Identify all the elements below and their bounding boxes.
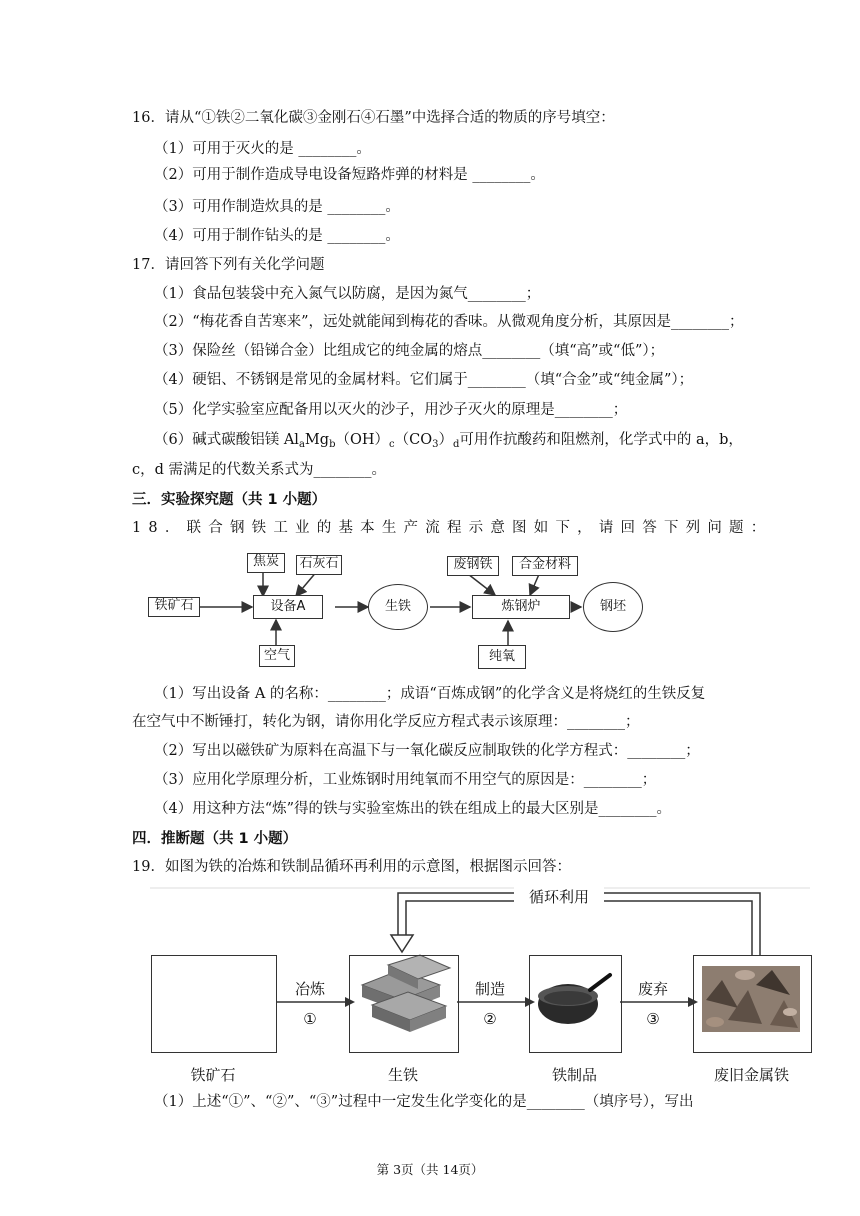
label-make: 制造: [474, 980, 505, 998]
q17-item-6: （6）碱式碳酸铝镁 $Al_aMg_b(OH)_c(CO_3)_d$可用作抗酸药和阻燃剂，化学式中的 a，b，: [154, 432, 743, 450]
section-3-heading: 三．实验探究题（共 1 小题）: [132, 492, 327, 508]
q17-item-3: （3）保险丝（铅锑合金）比组成它的纯金属的熔点________（填“高”或“低”）；: [154, 343, 665, 359]
q16-item-3: （3）可用作制造炊具的是 ________。: [154, 199, 400, 215]
box-furnace: 炼钢炉: [472, 595, 570, 619]
label-step-1: ①: [303, 1010, 317, 1028]
box-device-a: 设备A: [253, 595, 323, 619]
box-oxygen: 纯氧: [478, 645, 526, 669]
q16-item-4: （4）可用于制作钻头的是 ________。: [154, 228, 400, 244]
circle-pig-iron: 生铁: [368, 584, 428, 630]
box-iron-products: [529, 955, 622, 1053]
box-pig-iron: [349, 955, 459, 1053]
box-iron-ore: [151, 955, 277, 1053]
box-scrap-steel: 废钢铁: [447, 556, 499, 576]
q18-item-2: （2）写出以磁铁矿为原料在高温下与一氧化碳反应制取铁的化学方程式：________；: [154, 743, 700, 759]
box-iron-ore: 铁矿石: [148, 597, 200, 617]
caption-iron-ore: 铁矿石: [190, 1066, 236, 1084]
box-coke: 焦炭: [247, 553, 285, 573]
q16-item-2: （2）可用于制作造成导电设备短路炸弹的材料是 ________。: [154, 167, 545, 183]
q17-stem: 17．请回答下列有关化学问题: [132, 257, 325, 273]
q16-stem: 16．请从“①铁②二氧化碳③金刚石④石墨”中选择合适的物质的序号填空：: [132, 110, 615, 126]
q17-item-4: （4）硬铝、不锈钢是常见的金属材料。它们属于________（填“合金”或“纯金属”）；: [154, 372, 694, 388]
q18-item-4: （4）用这种方法“炼”得的铁与实验室炼出的铁在组成上的最大区别是________。: [154, 801, 672, 817]
q17-item-6-cont: c，d 需满足的代数关系式为________。: [132, 462, 387, 478]
caption-pig-iron: 生铁: [387, 1066, 418, 1084]
circle-billet: 钢坯: [583, 582, 643, 632]
page-footer: 第 3页（共 14页）: [376, 1162, 484, 1177]
q19-item-1: （1）上述“①”、“②”、“③”过程中一定发生化学变化的是________（填序号），写出: [154, 1094, 694, 1110]
label-step-3: ③: [646, 1010, 660, 1028]
q18-stem: 18．联合钢铁工业的基本生产流程示意图如下，请回答下列问题：: [132, 520, 773, 536]
q18-item-3: （3）应用化学原理分析，工业炼钢时用纯氧而不用空气的原因是：________；: [154, 772, 657, 788]
label-discard: 废弃: [637, 980, 668, 998]
q18-item-1-cont: 在空气中不断锤打，转化为钢，请你用化学反应方程式表示该原理：________；: [132, 714, 640, 730]
caption-scrap-iron: 废旧金属铁: [713, 1066, 789, 1084]
q17-item-5: （5）化学实验室应配备用以灭火的沙子，用沙子灭火的原理是________；: [154, 402, 628, 418]
section-4-heading: 四．推断题（共 1 小题）: [132, 831, 298, 847]
q19-stem: 19．如图为铁的冶炼和铁制品循环再利用的示意图，根据图示回答：: [132, 859, 571, 875]
q17-item-2: （2）“梅花香自苦寒来”，远处就能闻到梅花的香味。从微观角度分析，其原因是________；: [154, 314, 744, 330]
label-recycle: 循环利用: [514, 886, 604, 907]
box-air: 空气: [259, 645, 295, 667]
label-smelt: 冶炼: [294, 980, 325, 998]
caption-iron-products: 铁制品: [551, 1066, 597, 1084]
box-alloy: 合金材料: [512, 556, 578, 576]
q16-item-1: （1）可用于灭火的是 ________。: [154, 141, 371, 157]
q17-item-1: （1）食品包装袋中充入氮气以防腐，是因为氮气________；: [154, 286, 541, 302]
label-step-2: ②: [483, 1010, 497, 1028]
q18-item-1: （1）写出设备 A 的名称：________；成语“百炼成钢”的化学含义是将烧红的生铁反复: [154, 686, 706, 702]
box-limestone: 石灰石: [296, 555, 342, 575]
box-scrap-iron: [693, 955, 812, 1053]
